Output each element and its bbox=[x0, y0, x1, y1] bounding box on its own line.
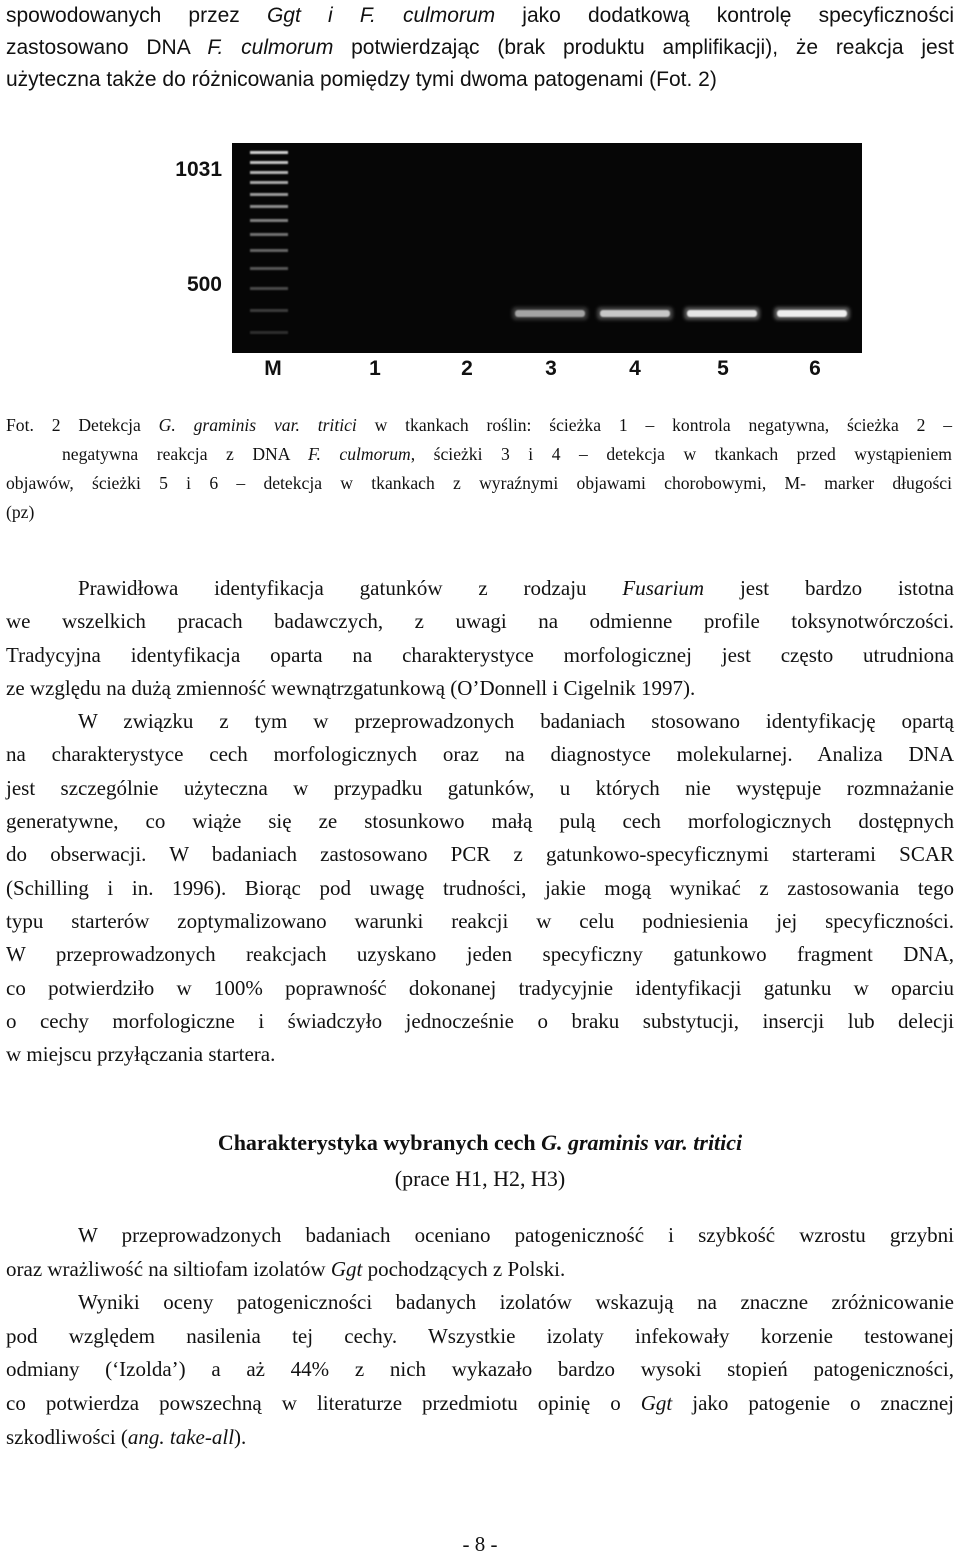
text-run: , ścieżki 3 i 4 – detekcja w tkankach przed wystąpieniem bbox=[410, 444, 952, 464]
text-run: typu starterów zoptymalizowano warunki reakcji w celu podniesienia jej specyficzności. bbox=[6, 908, 954, 933]
text-run: ). bbox=[234, 1424, 247, 1449]
text-run: Tradycyjna identyfikacja oparta na charakterystyce morfologicznej jest często utrudniona bbox=[6, 642, 954, 667]
text-line bbox=[6, 1005, 954, 1038]
italic-run: Fusarium bbox=[622, 576, 705, 600]
text-run: w miejscu przyłączania startera. bbox=[6, 1042, 276, 1067]
lane-label-1: 1 bbox=[369, 357, 381, 380]
italic-run: ang. take-all bbox=[127, 1424, 235, 1449]
ladder-rung bbox=[250, 331, 288, 334]
caption-line bbox=[6, 411, 952, 440]
italic-run: Ggt bbox=[640, 1390, 673, 1415]
text-run: (pz) bbox=[6, 502, 35, 522]
text-run: pochodzących z Polski. bbox=[362, 1256, 566, 1281]
ladder-rung bbox=[250, 233, 288, 236]
text-run: co potwierdziło w 100% poprawność dokonanej tradycyjnie identyfikacji gatunku w oparciu bbox=[6, 975, 954, 1000]
text-run: zastosowano DNA bbox=[6, 36, 208, 59]
text-run: ze względu na dużą zmienność wewnątrzgatunkową (O’Donnell i Cigelnik 1997). bbox=[6, 675, 696, 700]
ladder-rung bbox=[250, 181, 288, 184]
text-run: objawów, ścieżki 5 i 6 – detekcja w tkankach z wyraźnymi objawami chorobowymi, M- marker długości bbox=[6, 473, 952, 493]
lane-label-4: 4 bbox=[629, 357, 641, 380]
text-line bbox=[6, 32, 954, 64]
caption-line bbox=[6, 498, 952, 527]
text-line bbox=[6, 838, 954, 871]
text-run: potwierdzając (brak produktu amplifikacji), że reakcja jest bbox=[333, 36, 954, 59]
text-line bbox=[6, 605, 954, 638]
text-line bbox=[6, 0, 954, 32]
text-line bbox=[6, 705, 954, 738]
size-marker-1031: 1031 bbox=[175, 158, 222, 181]
text-line bbox=[6, 972, 954, 1005]
ladder-rung bbox=[250, 151, 288, 154]
lane-label-m: M bbox=[264, 357, 282, 380]
ladder-rung bbox=[250, 219, 288, 222]
text-line bbox=[6, 1421, 954, 1455]
text-line bbox=[6, 1286, 954, 1320]
text-run: W przeprowadzonych badaniach oceniano patogeniczność i szybkość wzrostu grzybni bbox=[78, 1223, 954, 1247]
gel-image bbox=[232, 143, 862, 353]
text-run: oraz wrażliwość na siltiofam izolatów bbox=[6, 1256, 331, 1281]
text-run: negatywna reakcja z DNA bbox=[62, 444, 308, 464]
text-run: spowodowanych przez bbox=[6, 4, 267, 27]
text-run: jako dodatkową kontrolę specyficzności bbox=[495, 4, 955, 27]
text-run: odmiany (‘Izolda’) a aż 44% z nich wykazało bardzo wysoki stopień patogeniczności, bbox=[6, 1357, 954, 1382]
text-line bbox=[6, 905, 954, 938]
size-marker-500: 500 bbox=[186, 273, 222, 296]
italic-run: Ggt i F. culmorum bbox=[266, 4, 496, 27]
text-line bbox=[6, 772, 954, 805]
text-run: generatywne, co wiąże się ze stosunkowo małą pulą cech morfologicznych dostępnych bbox=[6, 809, 954, 834]
ladder-rung bbox=[250, 205, 288, 208]
text-line bbox=[6, 639, 954, 672]
text-run: Fot. 2 Detekcja bbox=[6, 415, 159, 435]
section-title-italic: G. graminis var. tritici bbox=[541, 1130, 743, 1155]
italic-run: F. culmorum bbox=[207, 36, 334, 59]
text-line bbox=[6, 938, 954, 971]
top-paragraph bbox=[6, 0, 954, 96]
text-run: Prawidłowa identyfikacja gatunków z rodzaju bbox=[78, 576, 623, 600]
pcr-band bbox=[600, 310, 670, 317]
caption-line bbox=[6, 469, 952, 498]
text-run: szkodliwości ( bbox=[6, 1424, 128, 1449]
lane-label-5: 5 bbox=[717, 357, 729, 380]
ladder-rung bbox=[250, 249, 288, 252]
figure-caption bbox=[6, 411, 952, 527]
pcr-band bbox=[515, 310, 585, 317]
text-line bbox=[6, 1387, 954, 1421]
text-run: na charakterystyce cech morfologicznych oraz na diagnostyce molekularnej. Analiza DNA bbox=[6, 742, 954, 767]
caption-line bbox=[6, 440, 952, 469]
text-line bbox=[6, 1253, 954, 1287]
text-run: jako patogenie o znacznej bbox=[672, 1390, 954, 1415]
body-paragraph-2 bbox=[6, 1219, 954, 1454]
italic-run: Ggt bbox=[330, 1256, 363, 1281]
text-run: w tkankach roślin: ścieżka 1 – kontrola negatywna, ścieżka 2 – bbox=[356, 415, 952, 435]
page-number: - 8 - bbox=[462, 1532, 498, 1556]
section-heading bbox=[0, 1125, 960, 1197]
text-run: jest szczególnie użyteczna w przypadku gatunków, u których nie występuje rozmnażanie bbox=[6, 775, 954, 800]
text-run: pod względem nasilenia tej cechy. Wszystkie izolaty infekowały korzenie testowanej bbox=[6, 1323, 954, 1348]
text-line bbox=[6, 672, 954, 705]
text-run: (Schilling i in. 1996). Biorąc pod uwagę trudności, jakie mogą wynikać z zastosowania tego bbox=[6, 875, 954, 900]
gel-svg bbox=[232, 143, 862, 353]
text-line bbox=[6, 805, 954, 838]
text-line bbox=[6, 1320, 954, 1354]
text-run: jest bardzo istotna bbox=[704, 576, 955, 600]
body-paragraph bbox=[6, 572, 954, 1071]
pcr-band bbox=[777, 310, 847, 317]
section-title bbox=[0, 1125, 960, 1161]
ladder-rung bbox=[250, 287, 288, 290]
text-run: co potwierdza powszechną w literaturze przedmiotu opinię o bbox=[6, 1390, 641, 1415]
lane-label-3: 3 bbox=[545, 357, 557, 380]
text-run: we wszelkich pracach badawczych, z uwagi na odmienne profile toksynotwórczości. bbox=[6, 609, 954, 634]
text-run: użyteczna także do różnicowania pomiędzy tymi dwoma patogenami (Fot. 2) bbox=[6, 68, 717, 91]
text-line bbox=[6, 738, 954, 771]
italic-run: F. culmorum bbox=[308, 444, 411, 464]
ladder-rung bbox=[250, 267, 288, 270]
text-run: Wyniki oceny patogeniczności badanych izolatów wskazują na znaczne zróżnicowanie bbox=[78, 1290, 954, 1315]
text-run: W przeprowadzonych reakcjach uzyskano jeden specyficzny gatunkowo fragment DNA, bbox=[6, 942, 954, 967]
section-title-text: Charakterystyka wybranych cech bbox=[217, 1130, 542, 1155]
section-subtitle: (prace H1, H2, H3) bbox=[394, 1166, 566, 1191]
pcr-band bbox=[687, 310, 757, 317]
ladder-rung bbox=[250, 161, 288, 164]
ladder-rung bbox=[250, 171, 288, 174]
ladder-rung bbox=[250, 193, 288, 196]
lane-label-2: 2 bbox=[461, 357, 473, 380]
text-line bbox=[6, 64, 954, 96]
italic-run: G. graminis var. tritici bbox=[158, 415, 357, 435]
text-run: do obserwacji. W badaniach zastosowano PCR z gatunkowo-specyficznymi starterami SCAR bbox=[6, 842, 954, 867]
text-line bbox=[6, 1353, 954, 1387]
text-run: W związku z tym w przeprowadzonych badaniach stosowano identyfikację opartą bbox=[78, 709, 954, 734]
text-line bbox=[6, 572, 954, 605]
text-line bbox=[6, 1219, 954, 1253]
text-run: o cechy morfologiczne i świadczyło jednocześnie o braku substytucji, insercji lub delecji bbox=[6, 1008, 954, 1033]
lane-label-6: 6 bbox=[809, 357, 821, 380]
text-line bbox=[6, 872, 954, 905]
text-line bbox=[6, 1038, 954, 1071]
ladder-rung bbox=[250, 309, 288, 312]
